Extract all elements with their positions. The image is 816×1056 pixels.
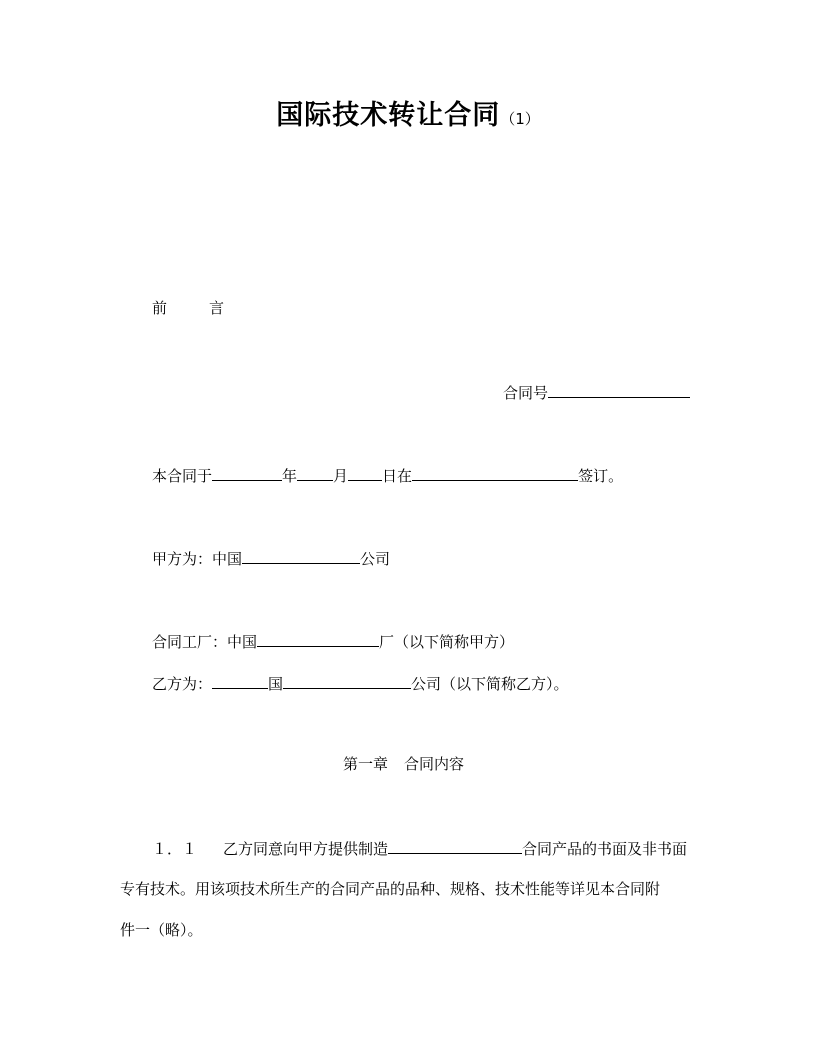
factory-label: 合同工厂：中国: [152, 633, 258, 651]
signing-day-blank[interactable]: [348, 464, 382, 481]
party-b-company-blank[interactable]: [283, 672, 411, 689]
clause-text-b: 合同产品的书面及非书面: [522, 840, 688, 858]
clause-1-1-line-2: 专有技术。用该项技术所生产的合同产品的品种、规格、技术性能等详见本合同附: [120, 880, 661, 898]
product-name-blank[interactable]: [388, 837, 522, 854]
clause-number: １．１: [152, 840, 198, 858]
party-a-label: 甲方为：中国: [152, 550, 243, 568]
signing-day-label: 日在: [382, 467, 413, 485]
preface-heading: [152, 298, 224, 318]
signing-place-blank[interactable]: [412, 464, 578, 481]
factory-name-blank[interactable]: [257, 630, 379, 647]
party-b-country-blank[interactable]: [212, 672, 268, 689]
clause-1-1-line-3: 件一（略）。: [120, 921, 203, 939]
contract-number-line: [503, 381, 690, 403]
signing-text-start: 本合同于: [152, 467, 213, 485]
clause-text-a: 乙方同意向甲方提供制造: [223, 840, 389, 858]
chapter-heading: [343, 754, 464, 774]
party-b-label: 乙方为：: [152, 675, 213, 693]
contract-number-blank[interactable]: [548, 381, 690, 398]
preface-left: 前: [152, 299, 168, 317]
title-suffix: （1）: [500, 110, 540, 128]
signing-year-blank[interactable]: [212, 464, 282, 481]
clause-1-1-line-1: [152, 837, 687, 859]
party-b-suffix: 公司（以下简称乙方）。: [411, 675, 569, 693]
party-a-suffix: 公司: [360, 550, 391, 568]
signing-year-label: 年: [282, 467, 298, 485]
signing-month-blank[interactable]: [297, 464, 333, 481]
preface-right: 言: [209, 299, 225, 317]
party-b-country-label: 国: [268, 675, 284, 693]
title-main: 国际技术转让合同: [276, 100, 501, 131]
chapter-title: 合同内容: [404, 755, 465, 773]
document-title: [0, 100, 816, 135]
signing-line: [152, 464, 623, 486]
factory-line: [152, 630, 514, 652]
signing-month-label: 月: [333, 467, 349, 485]
chapter-number: 第一章: [343, 755, 389, 773]
party-b-line: [152, 672, 569, 694]
contract-number-label: 合同号: [503, 384, 549, 402]
party-a-line: [152, 547, 390, 569]
factory-suffix: 厂（以下简称甲方）: [379, 633, 515, 651]
signing-signed-label: 签订。: [578, 467, 624, 485]
party-a-name-blank[interactable]: [242, 547, 360, 564]
